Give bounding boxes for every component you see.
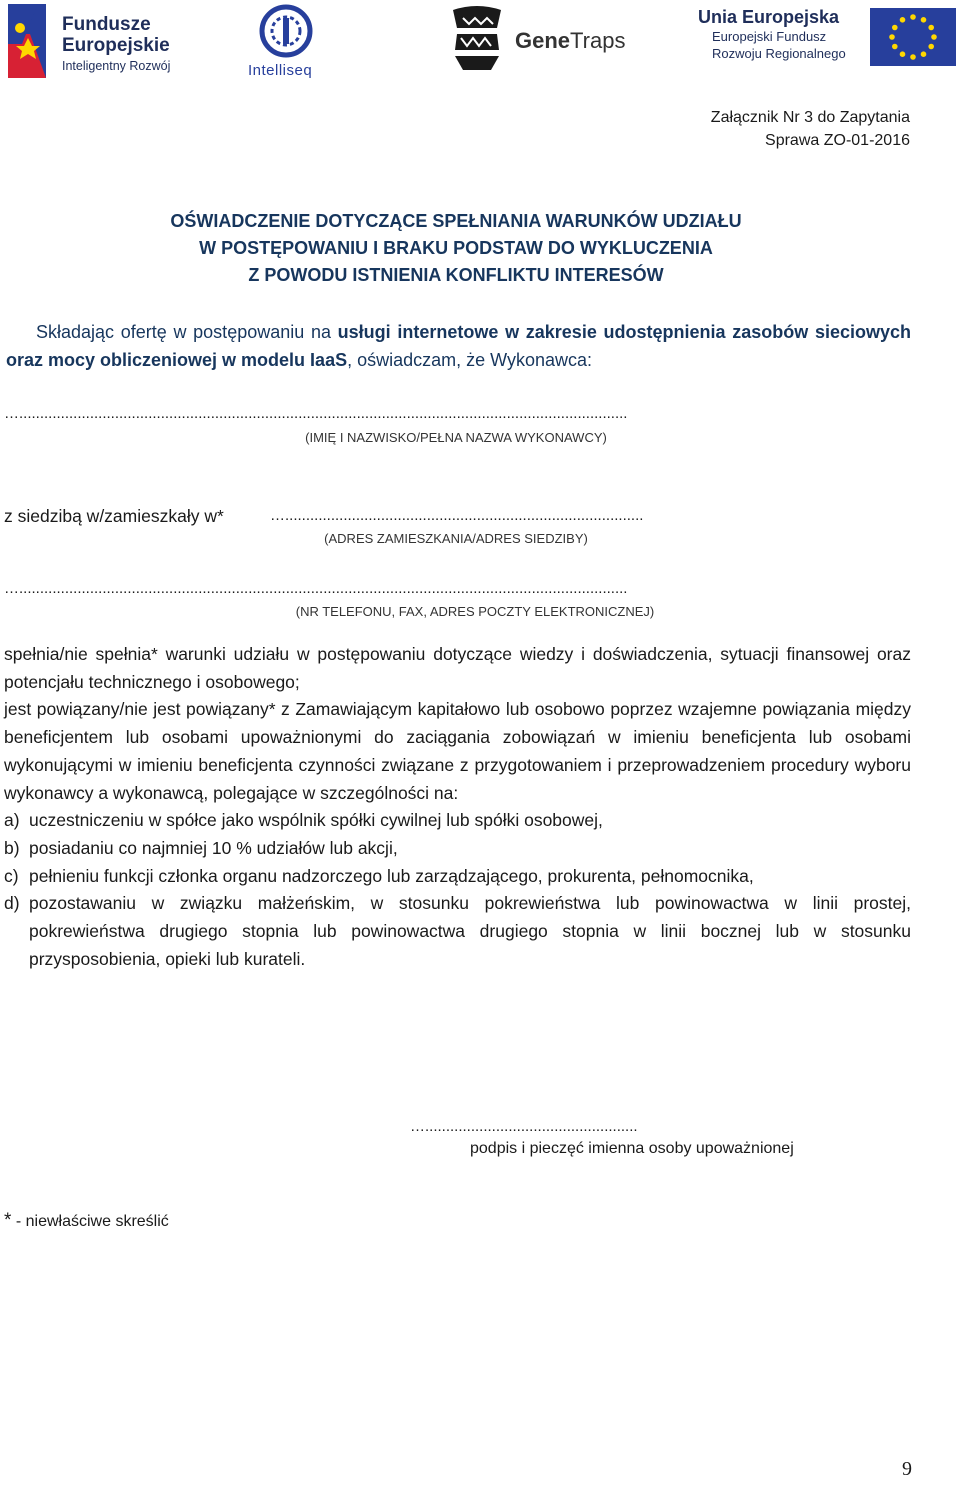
signature-caption: podpis i pieczęć imienna osoby upoważnionej — [470, 1140, 794, 1157]
unia-europejska-logo — [698, 6, 956, 68]
title-line3: Z POWODU ISTNIENIA KONFLIKTU INTERESÓW — [248, 265, 664, 285]
address-field-dots[interactable]: …...................................................................................... — [270, 507, 644, 524]
eu-flag-icon — [870, 8, 956, 66]
declaration-body — [4, 641, 911, 973]
list-item-text: pełnieniu funkcji członka organu nadzorczego lub zarządzającego, prokurenta, pełnomocnika, — [29, 865, 754, 886]
genetraps-emblem-icon — [447, 6, 507, 74]
title-line2: W POSTĘPOWANIU I BRAKU PODSTAW DO WYKLUCZENIA — [199, 238, 713, 258]
list-item — [4, 863, 911, 891]
list-item — [4, 835, 911, 863]
intro-paragraph — [6, 318, 911, 374]
footnote-star: * — [4, 1210, 12, 1231]
name-field-dots[interactable]: ….................................................................................................................................................. — [4, 405, 628, 422]
intro-text-1: Składając ofertę w postępowaniu na — [36, 322, 338, 342]
footnote — [4, 1210, 169, 1232]
fundusze-europejskie-logo — [8, 4, 198, 78]
eu-logo-line2: Europejski Fundusz — [712, 29, 827, 44]
list-item-marker: b) — [4, 837, 20, 858]
list-item-text: pozostawaniu w związku małżeńskim, w stosunku pokrewieństwa lub powinowactwa w linii prostej, pokrewieństwa drugiego stopnia lub powinowactwa drugiego stopnia w linii bocznej lub w stosunku przysposobienia, opieki lub kurateli. — [29, 893, 911, 969]
footnote-text: - niewłaściwe skreślić — [11, 1213, 169, 1230]
list-item-marker: a) — [4, 810, 20, 831]
intelliseq-wordmark: Intelliseq — [248, 62, 313, 79]
contact-field-dots[interactable]: ….................................................................................................................................................. — [4, 580, 628, 597]
declaration-para2: jest powiązany/nie jest powiązany* z Zamawiającym kapitałowo lub osobowo poprzez wzajemne powiązania między beneficjentem lub osobami upoważnionymi do zaciągania zobowiązań w imieniu beneficjenta lub osobami wykonującymi w imieniu beneficjenta czynności związane z przygotowaniem i przeprowadzeniem procedury wyboru wykonawcy a wykonawcą, polegające w szczególności na: — [4, 699, 911, 803]
genetraps-gene-text: Gene — [515, 28, 571, 53]
list-item-text: uczestniczeniu w spółce jako wspólnik spółki cywilnej lub spółki osobowej, — [29, 810, 603, 831]
eu-logo-line1: Unia Europejska — [698, 7, 840, 27]
list-item — [4, 890, 911, 973]
document-title — [0, 208, 912, 289]
eu-logo-line3: Rozwoju Regionalnego — [712, 46, 846, 61]
address-field-caption: (ADRES ZAMIESZKANIA/ADRES SIEDZIBY) — [324, 531, 588, 546]
name-field-caption: (IMIĘ I NAZWISKO/PEŁNA NAZWA WYKONAWCY) — [305, 430, 607, 445]
fe-logo-line1: Fundusze — [62, 14, 151, 35]
signature-field-dots[interactable]: …................................................... — [410, 1118, 638, 1135]
list-item-text: posiadaniu co najmniej 10 % udziałów lub akcji, — [29, 837, 398, 858]
list-item — [4, 807, 911, 835]
title-line1: OŚWIADCZENIE DOTYCZĄCE SPEŁNIANIA WARUNKÓW UDZIAŁU — [170, 211, 742, 231]
intelliseq-logo — [248, 4, 328, 80]
intro-text-2: , oświadczam, że Wykonawca: — [347, 350, 593, 370]
genetraps-logo — [447, 6, 627, 76]
list-item-marker: c) — [4, 865, 19, 886]
intelliseq-emblem-icon — [256, 4, 316, 60]
address-label: z siedzibą w/zamieszkały w* — [4, 506, 224, 526]
attachment-line2: Sprawa ZO-01-2016 — [765, 132, 910, 149]
contact-field-caption: (NR TELEFONU, FAX, ADRES POCZTY ELEKTRONICZNEJ) — [295, 604, 655, 619]
intro-service-name: usługi internetowe w zakresie udostępnienia zasobów sieciowych oraz mocy obliczeniowej w modelu IaaS — [6, 322, 911, 370]
fundusze-europejskie-emblem-icon — [8, 4, 54, 78]
genetraps-traps-text: Traps — [570, 28, 626, 53]
attachment-line1: Załącznik Nr 3 do Zapytania — [710, 109, 910, 126]
fe-logo-line3: Inteligentny Rozwój — [62, 59, 171, 73]
attachment-reference — [711, 106, 910, 152]
page-number: 9 — [902, 1458, 912, 1480]
fe-logo-line2: Europejskie — [62, 35, 170, 56]
list-item-marker: d) — [4, 893, 20, 914]
declaration-para1: spełnia/nie spełnia* warunki udziału w postępowaniu dotyczące wiedzy i doświadczenia, sytuacji finansowej oraz potencjału technicznego i osobowego; — [4, 644, 911, 692]
